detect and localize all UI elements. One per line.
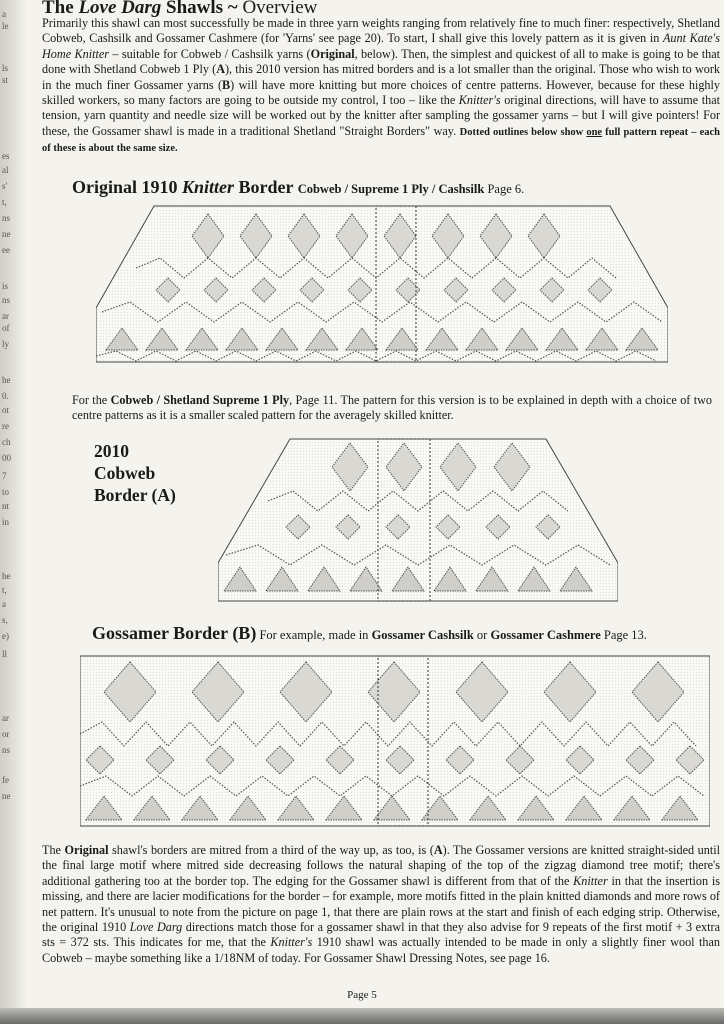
edge-fragment: to bbox=[2, 487, 10, 497]
scan-shadow bbox=[0, 1008, 724, 1024]
edge-fragment: 7 bbox=[2, 471, 7, 481]
closing-paragraph: The Original shawl's borders are mitred from a third of the way up, as too, is (A). The Gossamer versions are knitted straight-sided until the final large motif where mitred side decreasing follows the natural shaping of the top of the zigzag diamond tree motif; there's additional gathering too at the border top. The edging for the Gossamer shawl is different from that of the Knitter in that the insertion is missing, and there are lacier modifications for the border – for example, more motifs fitted in the plain knitted diamonds and more rows of net pattern. It's unusual to note from the picture on page 1, that there are plain rows at the start and finish of each edging strip. Otherwise, the original 1910 Love Darg directions match those for a gossamer shawl in that they also advise for 9 repeats of the first motif + 3 extra sts = 372 sts. This indicates for me, that the Knitter's 1910 shawl was actually intended to be made in only a slightly finer wool than Cobweb – maybe something like a 1/18NM of today. For Gossamer Shawl Dressing Notes, see page 16. bbox=[42, 843, 721, 965]
edge-fragment: he bbox=[2, 571, 11, 581]
edge-fragment: e) bbox=[2, 631, 9, 641]
page-title: The Love Darg Shawls ~ Overview bbox=[42, 0, 318, 18]
edge-fragment: or bbox=[2, 729, 10, 739]
edge-fragment: nt bbox=[2, 501, 10, 511]
edge-fragment: he bbox=[2, 375, 11, 385]
cobweb-border-chart bbox=[218, 435, 618, 605]
edge-fragment: st bbox=[2, 75, 9, 85]
edge-fragment: ch bbox=[2, 437, 11, 447]
repeat-note: Dotted outlines below show one full pattern repeat – each of these is about the same size. bbox=[42, 126, 720, 155]
original-border-heading: Original 1910 Knitter Border Cobweb / Supreme 1 Ply / Cashsilk Page 6. bbox=[72, 177, 525, 197]
edge-fragment: ar bbox=[2, 713, 9, 723]
edge-fragment: t, bbox=[2, 197, 7, 207]
gossamer-border-chart bbox=[80, 650, 710, 830]
edge-fragment: ne bbox=[2, 791, 11, 801]
edge-fragment: es bbox=[2, 151, 10, 161]
edge-fragment: in bbox=[2, 517, 10, 527]
original-border-chart bbox=[96, 200, 668, 370]
edge-fragment: al bbox=[2, 165, 9, 175]
edge-fragment: ot bbox=[2, 405, 10, 415]
edge-fragment: fe bbox=[2, 775, 9, 785]
intro-paragraph: Primarily this shawl can most successfully be made in three yarn weights ranging from relatively fine to much finer: respectively, Shetland Cobweb, Cashsilk and Gossamer Cashmere (for 'Yarns' see page 20). To start, I shall give this lovely pattern as it is given in Aunt Kate's Home Knitter – suitable for Cobweb / Cashsilk yarns (Original, below). Then, the simplest and quickest of all to make is going to be that done with Shetland Cobweb 1 Ply (A), this 2010 version has mitred borders and is a lot smaller than the original. Those who wish to work in the much finer Gossamer yarns (B) will have more knitting but more choices of centre patterns. However, because for these highly skilled workers, so many factors are going to be outside my control, I too – like the Knitter's original directions, will have to assume that tension, yarn quantity and needle size will be worked out by the knitter after sampling the gossamer yarns – but I will give pointers! For these, the Gossamer shawl is made in a traditional Shetland "Straight Borders" way. Dotted outlines below show one full pattern repeat – each of these is about the same size. bbox=[42, 16, 721, 155]
edge-fragment: le bbox=[2, 21, 9, 31]
edge-fragment: ns bbox=[2, 213, 11, 223]
edge-fragment: re bbox=[2, 421, 9, 431]
page-number: Page 5 bbox=[347, 989, 377, 1001]
edge-fragment: t, bbox=[2, 585, 7, 595]
edge-fragment: ar bbox=[2, 311, 9, 321]
edge-fragment: ly bbox=[2, 339, 10, 349]
edge-fragment: s' bbox=[2, 181, 8, 191]
cobweb-border-label: 2010 Cobweb Border (A) bbox=[94, 441, 176, 505]
edge-fragment: 00 bbox=[2, 453, 11, 463]
edge-fragment: ne bbox=[2, 229, 11, 239]
gossamer-border-heading: Gossamer Border (B) For example, made in Gossamer Cashsilk or Gossamer Cashmere Page 13. bbox=[92, 623, 647, 643]
edge-fragment: of bbox=[2, 323, 10, 333]
edge-fragment: ns bbox=[2, 745, 11, 755]
edge-fragment: ns bbox=[2, 295, 11, 305]
edge-fragment: ee bbox=[2, 245, 10, 255]
edge-fragment: ls bbox=[2, 63, 9, 73]
edge-fragment: s, bbox=[2, 615, 8, 625]
edge-fragment: a bbox=[2, 9, 6, 19]
edge-fragment: is bbox=[2, 281, 9, 291]
edge-fragment: a bbox=[2, 599, 6, 609]
cobweb-paragraph: For the Cobweb / Shetland Supreme 1 Ply, Page 11. The pattern for this version is to be explained in depth with a choice of two centre patterns as it is a smaller scaled pattern for the averagely skilled knitter. bbox=[72, 393, 713, 423]
edge-fragment: 0. bbox=[2, 391, 9, 401]
edge-fragment: ll bbox=[2, 649, 8, 659]
